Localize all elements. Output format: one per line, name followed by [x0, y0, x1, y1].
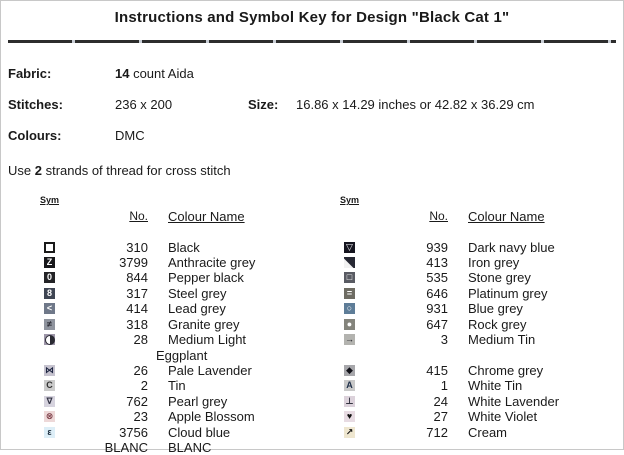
symbol-swatch-icon: ○: [344, 303, 355, 314]
symbol-cell: [44, 270, 64, 285]
colour-name: Rock grey: [468, 316, 527, 332]
symbol-swatch-icon: ▽: [344, 242, 355, 253]
symbol-swatch-icon: ◆: [344, 365, 355, 376]
symbol-cell: [344, 270, 364, 285]
colour-number: 414: [126, 301, 148, 317]
symbol-swatch-icon: ε: [44, 427, 55, 438]
strands-count: 2: [34, 163, 42, 178]
symbol-cell: [44, 239, 64, 254]
symbol-swatch-icon: 8: [44, 288, 55, 299]
strands-text-pre: Use: [8, 163, 35, 178]
symbol-cell: [44, 347, 64, 362]
colour-name: Pale Lavender: [168, 363, 252, 379]
symbol-swatch-icon: <: [44, 303, 55, 314]
colour-number: 24: [433, 393, 448, 409]
symbol-swatch-icon: =: [344, 288, 355, 299]
colour-number: 23: [133, 409, 148, 425]
column-header-sym: Sym: [40, 195, 60, 206]
symbol-cell: [344, 409, 364, 424]
symbol-cell: [344, 239, 364, 254]
colour-name: Blue grey: [468, 301, 523, 317]
colour-number: 413: [426, 254, 448, 270]
stitches-value: 236 x 200: [115, 97, 173, 112]
symbol-cell: [344, 286, 364, 301]
symbol-swatch-icon: ∇: [44, 396, 55, 407]
fabric-row: [8, 66, 194, 81]
symbol-cell: [344, 378, 364, 393]
fabric-value: count Aida: [129, 66, 194, 81]
symbol-cell: [344, 255, 364, 270]
colour-name-continuation: Eggplant: [156, 347, 208, 363]
colour-number: 931: [426, 301, 448, 317]
symbol-swatch-icon: □: [344, 272, 355, 283]
colour-number: 712: [426, 424, 448, 440]
colours-value: DMC: [115, 128, 145, 143]
colour-number: 317: [126, 285, 148, 301]
colour-name: Cream: [468, 424, 508, 440]
symbol-swatch-icon: ♥: [344, 411, 355, 422]
symbol-cell: [44, 317, 64, 332]
symbol-swatch-icon: ↗: [345, 426, 354, 437]
colour-name: White Tin: [468, 378, 523, 394]
fabric-count: 14: [115, 66, 130, 81]
colour-name: Medium Tin: [468, 332, 536, 348]
colour-number: 1: [440, 378, 448, 394]
colour-number: 310: [126, 239, 148, 255]
symbol-swatch-icon: [344, 257, 355, 268]
colour-number: 762: [126, 393, 148, 409]
symbol-swatch-icon: A: [344, 380, 355, 391]
colour-number: 3: [440, 332, 448, 348]
symbol-cell: [344, 317, 364, 332]
fabric-label: Fabric:: [8, 66, 52, 81]
symbol-swatch-icon: ●: [344, 319, 355, 330]
colour-number: 26: [133, 363, 148, 379]
colour-name: Cloud blue: [168, 424, 231, 440]
strands-text-post: strands of thread for cross stitch: [41, 163, 231, 178]
colour-name: Pearl grey: [168, 393, 228, 409]
column-header-no: No.: [429, 209, 448, 224]
colour-number: 647: [426, 316, 448, 332]
symbol-swatch-icon: Z: [44, 257, 55, 268]
colour-number: 844: [126, 270, 148, 286]
colour-name: Iron grey: [468, 254, 520, 270]
symbol-swatch-icon: ≠: [44, 319, 55, 330]
symbol-cell: [44, 409, 64, 424]
colour-number: 415: [426, 363, 448, 379]
stitches-label: Stitches:: [8, 97, 63, 112]
page-title: Instructions and Symbol Key for Design "Black Cat 1": [114, 9, 510, 26]
symbol-swatch-icon: 0: [44, 272, 55, 283]
header-gap: [44, 225, 308, 238]
colour-name: Steel grey: [168, 285, 227, 301]
colour-name: Chrome grey: [468, 363, 544, 379]
colour-number: 3799: [119, 254, 148, 270]
symbol-swatch-icon: [44, 334, 55, 345]
symbol-cell: [44, 286, 64, 301]
colour-number: 646: [426, 285, 448, 301]
colour-name: Dark navy blue: [468, 239, 555, 255]
symbol-cell: [44, 255, 64, 270]
column-header-colour-name: Colour Name: [468, 208, 545, 224]
colour-number: 28: [133, 332, 148, 348]
colour-name: Lead grey: [168, 301, 226, 317]
colour-name: Anthracite grey: [168, 254, 256, 270]
column-header-no: No.: [129, 209, 148, 224]
colour-number: 535: [426, 270, 448, 286]
symbol-swatch-icon: C: [44, 380, 55, 391]
symbol-swatch-icon: →: [345, 334, 354, 345]
colour-number: 27: [433, 409, 448, 425]
header-gap: [344, 225, 608, 238]
colour-name: Stone grey: [468, 270, 531, 286]
colour-number: 2: [140, 378, 148, 394]
symbol-swatch-icon: ⋈: [45, 365, 54, 376]
colour-name: Apple Blossom: [168, 409, 255, 425]
column-header-sym: Sym: [340, 195, 360, 206]
colour-number: BLANC: [104, 440, 148, 455]
symbol-cell: [44, 425, 64, 440]
size-value: 16.86 x 14.29 inches or 42.82 x 36.29 cm: [296, 97, 535, 112]
symbol-cell: [44, 394, 64, 409]
column-header-colour-name: Colour Name: [168, 208, 245, 224]
symbol-swatch-icon: [44, 242, 55, 253]
colour-number: 939: [426, 239, 448, 255]
colour-name: Pepper black: [168, 270, 244, 286]
colour-name: Tin: [168, 378, 186, 394]
colour-number: 318: [126, 316, 148, 332]
symbol-cell: [44, 440, 64, 455]
symbol-cell: [44, 301, 64, 316]
half-circle-icon: [45, 335, 55, 345]
colour-name: White Lavender: [468, 393, 560, 409]
strands-instruction: [8, 163, 231, 178]
symbol-key-table-left: [40, 193, 308, 455]
colours-label: Colours:: [8, 128, 62, 143]
symbol-cell: [44, 332, 64, 347]
stitches-row: [8, 97, 616, 112]
size-label: Size:: [248, 97, 279, 112]
symbol-swatch-icon: ⊗: [45, 411, 54, 422]
colour-name: BLANC: [168, 440, 212, 455]
colours-row: [8, 128, 145, 143]
symbol-cell: [344, 363, 364, 378]
symbol-key-table-right: [340, 193, 608, 440]
symbol-cell: [344, 332, 364, 347]
colour-name: Granite grey: [168, 316, 240, 332]
symbol-cell: [44, 378, 64, 393]
colour-name: Black: [168, 239, 200, 255]
symbol-cell: [344, 347, 364, 362]
horizontal-divider: [8, 40, 616, 43]
colour-name: White Violet: [468, 409, 538, 425]
symbol-cell: [344, 425, 364, 440]
symbol-swatch-icon: ⊥: [345, 395, 354, 406]
colour-number: 3756: [119, 424, 148, 440]
symbol-cell: [44, 363, 64, 378]
symbol-cell: [344, 394, 364, 409]
colour-name: Medium Light: [168, 332, 247, 348]
symbol-cell: [344, 301, 364, 316]
colour-name: Platinum grey: [468, 285, 548, 301]
